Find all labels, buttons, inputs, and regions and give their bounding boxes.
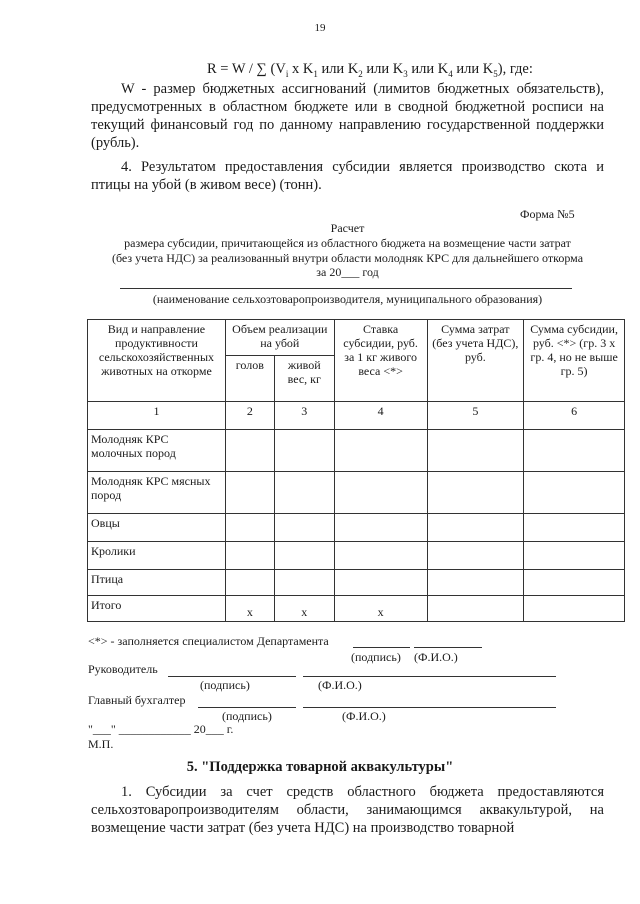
cell-heads: x bbox=[225, 596, 274, 622]
form-subtitle-2: (без учета НДС) за реализованный внутри области молодняк КРС для дальнейшего откорма bbox=[111, 251, 584, 265]
cell-costs bbox=[427, 514, 524, 542]
table-row bbox=[88, 570, 625, 596]
section-5-title: 5. "Поддержка товарной аквакультуры" bbox=[186, 759, 454, 775]
cell-heads bbox=[225, 514, 274, 542]
cell-subsidy bbox=[524, 472, 625, 514]
table-row-total bbox=[88, 596, 625, 622]
cell-live-weight bbox=[274, 472, 334, 514]
w-definition-paragraph: W - размер бюджетных ассигнований (лимитов бюджетных обязательств), предусмотренных в областном бюджете или в сводной бюджетной росписи на текущий финансовый год по данному направлению государственной поддержки (рубль). bbox=[91, 81, 604, 151]
row-label: Кролики bbox=[88, 542, 226, 570]
cell-costs bbox=[427, 570, 524, 596]
cell-rate bbox=[334, 542, 427, 570]
column-number: 3 bbox=[274, 402, 334, 430]
header-heads: голов bbox=[225, 356, 274, 402]
cell-costs bbox=[427, 430, 524, 472]
form-subtitle-3: за 20___ год bbox=[316, 265, 379, 279]
cell-subsidy bbox=[524, 542, 625, 570]
column-number: 2 bbox=[225, 402, 274, 430]
specialist-fio-caption: (Ф.И.О.) bbox=[414, 650, 458, 664]
header-costs-sum: Сумма затрат (без учета НДС), руб. bbox=[427, 320, 524, 402]
footnote-note: <*> - заполняется специалистом Департамента bbox=[88, 634, 329, 648]
page-number: 19 bbox=[314, 22, 326, 34]
cell-subsidy bbox=[524, 596, 625, 622]
cell-rate bbox=[334, 514, 427, 542]
cell-costs bbox=[427, 596, 524, 622]
accountant-signature-line bbox=[198, 707, 296, 708]
specialist-signature-caption: (подпись) bbox=[351, 650, 401, 664]
cell-rate: x bbox=[334, 596, 427, 622]
row-label: Птица bbox=[88, 570, 226, 596]
specialist-signature-line bbox=[353, 647, 410, 648]
column-number: 1 bbox=[88, 402, 226, 430]
cell-subsidy bbox=[524, 430, 625, 472]
cell-heads bbox=[225, 472, 274, 514]
cell-rate bbox=[334, 472, 427, 514]
table-row bbox=[88, 542, 625, 570]
section-5-paragraph: 1. Субсидии за счет средств областного бюджета предоставляются сельхозтоваропроизводителям области, занимающимся аквакультурой, на возмещение части затрат (без учета НДС) на производство товарной bbox=[91, 784, 604, 836]
column-number: 5 bbox=[427, 402, 524, 430]
column-number: 4 bbox=[334, 402, 427, 430]
cell-live-weight bbox=[274, 514, 334, 542]
cell-live-weight bbox=[274, 570, 334, 596]
header-subsidy-sum: Сумма субсидии, руб. <*> (гр. 3 х гр. 4, но не выше гр. 5) bbox=[524, 320, 625, 402]
producer-caption: (наименование сельхозтоваропроизводителя, муниципального образования) bbox=[152, 292, 543, 306]
cell-heads bbox=[225, 570, 274, 596]
form-label: Форма №5 bbox=[520, 207, 575, 221]
specialist-fio-line bbox=[414, 647, 482, 648]
table-row bbox=[88, 514, 625, 542]
cell-live-weight bbox=[274, 542, 334, 570]
header-subsidy-rate: Ставка субсидии, руб. за 1 кг живого веса <*> bbox=[334, 320, 427, 402]
row-label: Овцы bbox=[88, 514, 226, 542]
head-fio-line bbox=[303, 676, 556, 677]
head-signature-line bbox=[168, 676, 296, 677]
accountant-fio-caption: (Ф.И.О.) bbox=[342, 709, 386, 723]
subsidy-formula: R = W / ∑ ($V_i$ x $K_1$ или $K_2$ или $K_3$ или $K_4$ или $K_5$), где: bbox=[207, 61, 533, 79]
column-number: 6 bbox=[524, 402, 625, 430]
cell-live-weight bbox=[274, 430, 334, 472]
row-label: Молодняк КРС мясных пород bbox=[88, 472, 226, 514]
cell-costs bbox=[427, 542, 524, 570]
accountant-signature-caption: (подпись) bbox=[222, 709, 272, 723]
cell-subsidy bbox=[524, 570, 625, 596]
table-row bbox=[88, 472, 625, 514]
head-signature-caption: (подпись) bbox=[200, 678, 250, 692]
producer-name-line bbox=[120, 288, 572, 289]
header-live-weight: живой вес, кг bbox=[274, 356, 334, 402]
header-animal-type: Вид и направление продуктивности сельскохозяйственных животных на откорме bbox=[88, 320, 226, 402]
head-label: Руководитель bbox=[88, 662, 158, 676]
cell-live-weight: x bbox=[274, 596, 334, 622]
cell-heads bbox=[225, 430, 274, 472]
cell-heads bbox=[225, 542, 274, 570]
form-subtitle-1: размера субсидии, причитающейся из областного бюджета на возмещение части затрат bbox=[124, 236, 571, 250]
accountant-label: Главный бухгалтер bbox=[88, 693, 186, 707]
item-4-paragraph: 4. Результатом предоставления субсидии является производство скота и птицы на убой (в живом весе) (тонн). bbox=[91, 159, 604, 193]
table-row bbox=[88, 430, 625, 472]
form-title: Расчет bbox=[330, 221, 365, 235]
row-label: Итого bbox=[88, 596, 226, 622]
head-fio-caption: (Ф.И.О.) bbox=[318, 678, 362, 692]
row-label: Молодняк КРС молочных пород bbox=[88, 430, 226, 472]
cell-subsidy bbox=[524, 514, 625, 542]
accountant-fio-line bbox=[303, 707, 556, 708]
cell-rate bbox=[334, 430, 427, 472]
stamp-mark: М.П. bbox=[88, 737, 114, 751]
header-sales-volume: Объем реализации на убой bbox=[225, 320, 334, 356]
cell-costs bbox=[427, 472, 524, 514]
cell-rate bbox=[334, 570, 427, 596]
subsidy-calculation-table bbox=[87, 319, 625, 622]
date-line: "___" ____________ 20___ г. bbox=[88, 722, 234, 736]
